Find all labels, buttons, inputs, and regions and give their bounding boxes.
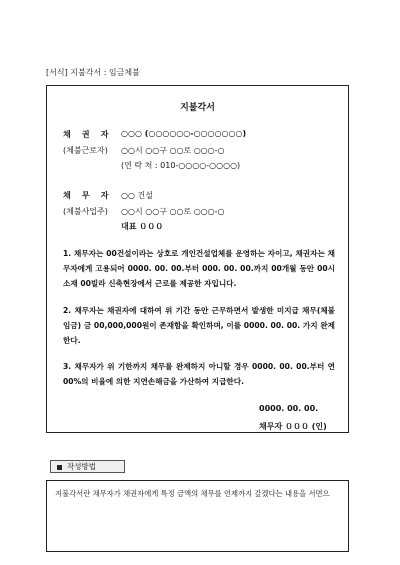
creditor-sub-label: (체불근로자) — [63, 146, 108, 155]
debtor-representative: 대표 ０００ — [121, 222, 164, 231]
paragraph-3: 3. 채무자가 위 기한까지 채무를 완제하지 아니할 경우 0000. 00. 00.부터 연 00%의 비율에 의한 지연손해금을 가산하여 지급한다. — [63, 362, 335, 386]
creditor-label: 채 권 자 — [63, 130, 109, 139]
debtor-address: ○○시 ○○구 ○○로 ○○○-○ — [121, 207, 225, 216]
debtor-label: 채 무 자 — [63, 191, 109, 200]
document-title: 지불각서 — [180, 103, 215, 113]
creditor-address: ○○시 ○○구 ○○로 ○○○-○ — [121, 146, 225, 155]
paragraph-1: 1. 채무자는 00건설이라는 상호로 개인건설업체를 운영하는 자이고, 채권자는 채무자에게 고용되어 0000. 00. 00.부터 000. 00. 00.까지 00개월 동안 00시 소재 00빌라 신축현장에서 근로를 제공한 자입니다. — [63, 249, 335, 288]
debtor-name: ○○ 건설 — [121, 191, 153, 200]
section-body-text: 지불각서란 채무자가 채권자에게 특정 금액의 채무를 언제까지 갚겠다는 내용을 서면으 — [55, 489, 330, 498]
section-body — [46, 480, 349, 552]
signature-line: 채무자 ０００ (인) — [259, 422, 327, 431]
document-frame — [46, 85, 349, 433]
creditor-phone: (연 락 처 : 010-○○○○-○○○○) — [121, 161, 241, 170]
signature-date: 0000. 00. 00. — [259, 404, 319, 413]
square-bullet-icon — [57, 465, 62, 470]
creditor-name: ○○○ (○○○○○○-○○○○○○○) — [121, 129, 247, 138]
document-caption: [서식] 지불각서 : 임금체불 — [46, 68, 140, 77]
section-tab — [50, 460, 125, 473]
paragraph-2: 2. 채무자는 채권자에 대하여 위 기간 동안 근무하면서 발생한 미지급 채무(체불임금) 금 00,000,000원이 존재함을 확인하며, 이를 0000. 00. 00. 가지 완제한다. — [63, 306, 335, 345]
section-tab-label: 작성방법 — [67, 462, 96, 471]
debtor-sub-label: (체불사업주) — [63, 207, 108, 216]
